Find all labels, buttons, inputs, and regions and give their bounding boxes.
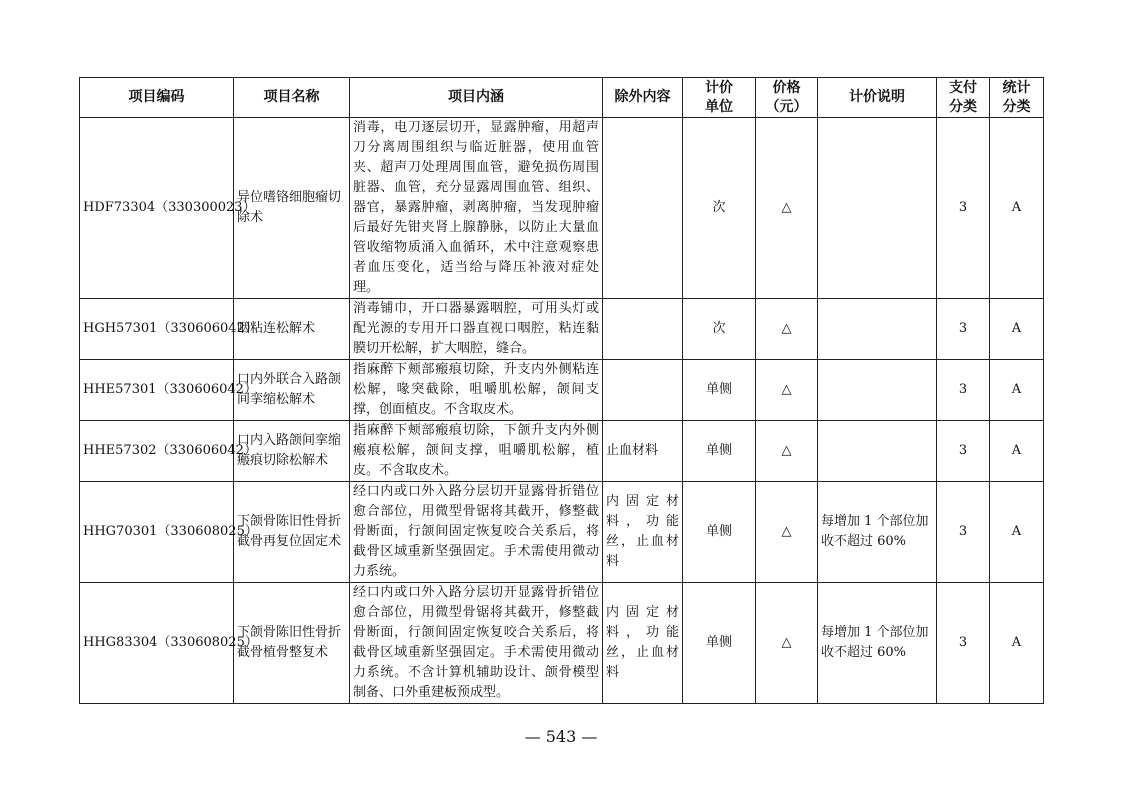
header-content: 项目内涵 [350, 78, 603, 118]
cell-stat: A [990, 299, 1044, 360]
cell-excluded: 止血材料 [603, 421, 683, 482]
table-row [80, 360, 1044, 421]
cell-price: △ [756, 421, 818, 482]
cell-pay: 3 [937, 299, 990, 360]
cell-unit: 次 [683, 118, 756, 299]
table-row [80, 421, 1044, 482]
cell-price: △ [756, 482, 818, 583]
cell-content: 消毒铺巾，开口器暴露咽腔，可用头灯或配光源的专用开口器直视口咽腔，粘连黏膜切开松解，扩大咽腔，缝合。 [350, 299, 603, 360]
table-row [80, 299, 1044, 360]
cell-excluded [603, 118, 683, 299]
cell-unit: 单侧 [683, 583, 756, 704]
cell-note [818, 118, 937, 299]
cell-content: 消毒，电刀逐层切开，显露肿瘤，用超声刀分离周围组织与临近脏器，使用血管夹、超声刀处理周围血管，避免损伤周围脏器、血管，充分显露周围血管、组织、器官，暴露肿瘤，剥离肿瘤，当发现肿瘤后最好先钳夹肾上腺静脉，以防止大量血管收缩物质涌入血循环，术中注意观察患者血压变化，适当给与降压补液对症处理。 [350, 118, 603, 299]
table-row [80, 118, 1044, 299]
cell-price: △ [756, 583, 818, 704]
cell-name: 异位嗜铬细胞瘤切除术 [234, 118, 350, 299]
cell-pay: 3 [937, 118, 990, 299]
header-excluded: 除外内容 [603, 78, 683, 118]
cell-name: 下颌骨陈旧性骨折截骨植骨整复术 [234, 583, 350, 704]
cell-pay: 3 [937, 360, 990, 421]
cell-note: 每增加 1 个部位加收不超过 60% [818, 583, 937, 704]
cell-note: 每增加 1 个部位加收不超过 60% [818, 482, 937, 583]
cell-code: HHG70301（330608025） [80, 482, 234, 583]
cell-pay: 3 [937, 482, 990, 583]
header-code: 项目编码 [80, 78, 234, 118]
cell-excluded: 内固定材料，功能丝，止血材料 [603, 583, 683, 704]
cell-content: 经口内或口外入路分层切开显露骨折错位愈合部位，用微型骨锯将其截开，修整截骨断面，行颌间固定恢复咬合关系后，将截骨区域重新坚强固定。手术需使用微动力系统。不含计算机辅助设计、颌骨模型制备、口外重建板预成型。 [350, 583, 603, 704]
cell-excluded: 内固定材料，功能丝，止血材料 [603, 482, 683, 583]
cell-name: 下颌骨陈旧性骨折截骨再复位固定术 [234, 482, 350, 583]
cell-note [818, 421, 937, 482]
cell-content: 经口内或口外入路分层切开显露骨折错位愈合部位，用微型骨锯将其截开，修整截骨断面，行颌间固定恢复咬合关系后，将截骨区域重新坚强固定。手术需使用微动力系统。 [350, 482, 603, 583]
cell-price: △ [756, 299, 818, 360]
cell-content: 指麻醉下颊部瘢痕切除，下颌升支内外侧瘢痕松解，颌间支撑，咀嚼肌松解，植皮。不含取皮术。 [350, 421, 603, 482]
header-price: 价格 （元） [756, 78, 818, 118]
cell-unit: 单侧 [683, 482, 756, 583]
cell-code: HHG83304（330608025） [80, 583, 234, 704]
price-table [79, 77, 1044, 704]
cell-stat: A [990, 360, 1044, 421]
cell-note [818, 299, 937, 360]
header-name: 项目名称 [234, 78, 350, 118]
cell-code: HGH57301（330606042） [80, 299, 234, 360]
cell-unit: 单侧 [683, 360, 756, 421]
cell-unit: 次 [683, 299, 756, 360]
cell-name: 口内入路颌间挛缩瘢痕切除松解术 [234, 421, 350, 482]
cell-stat: A [990, 421, 1044, 482]
header-pay: 支付 分类 [937, 78, 990, 118]
table-row [80, 482, 1044, 583]
header-unit: 计价 单位 [683, 78, 756, 118]
cell-price: △ [756, 360, 818, 421]
cell-note [818, 360, 937, 421]
cell-excluded [603, 360, 683, 421]
cell-pay: 3 [937, 583, 990, 704]
cell-stat: A [990, 583, 1044, 704]
cell-unit: 单侧 [683, 421, 756, 482]
cell-stat: A [990, 118, 1044, 299]
page-number: — 543 — [524, 727, 598, 746]
table-row [80, 583, 1044, 704]
cell-code: HDF73304（330300023） [80, 118, 234, 299]
cell-stat: A [990, 482, 1044, 583]
cell-content: 指麻醉下颊部瘢痕切除，升支内外侧粘连松解，喙突截除，咀嚼肌松解，颌间支撑，创面植皮。不含取皮术。 [350, 360, 603, 421]
header-stat: 统计 分类 [990, 78, 1044, 118]
cell-name: 咽粘连松解术 [234, 299, 350, 360]
cell-code: HHE57301（330606042） [80, 360, 234, 421]
cell-code: HHE57302（330606042） [80, 421, 234, 482]
cell-pay: 3 [937, 421, 990, 482]
cell-name: 口内外联合入路颌间挛缩松解术 [234, 360, 350, 421]
header-row [80, 78, 1044, 118]
cell-price: △ [756, 118, 818, 299]
cell-excluded [603, 299, 683, 360]
header-note: 计价说明 [818, 78, 937, 118]
